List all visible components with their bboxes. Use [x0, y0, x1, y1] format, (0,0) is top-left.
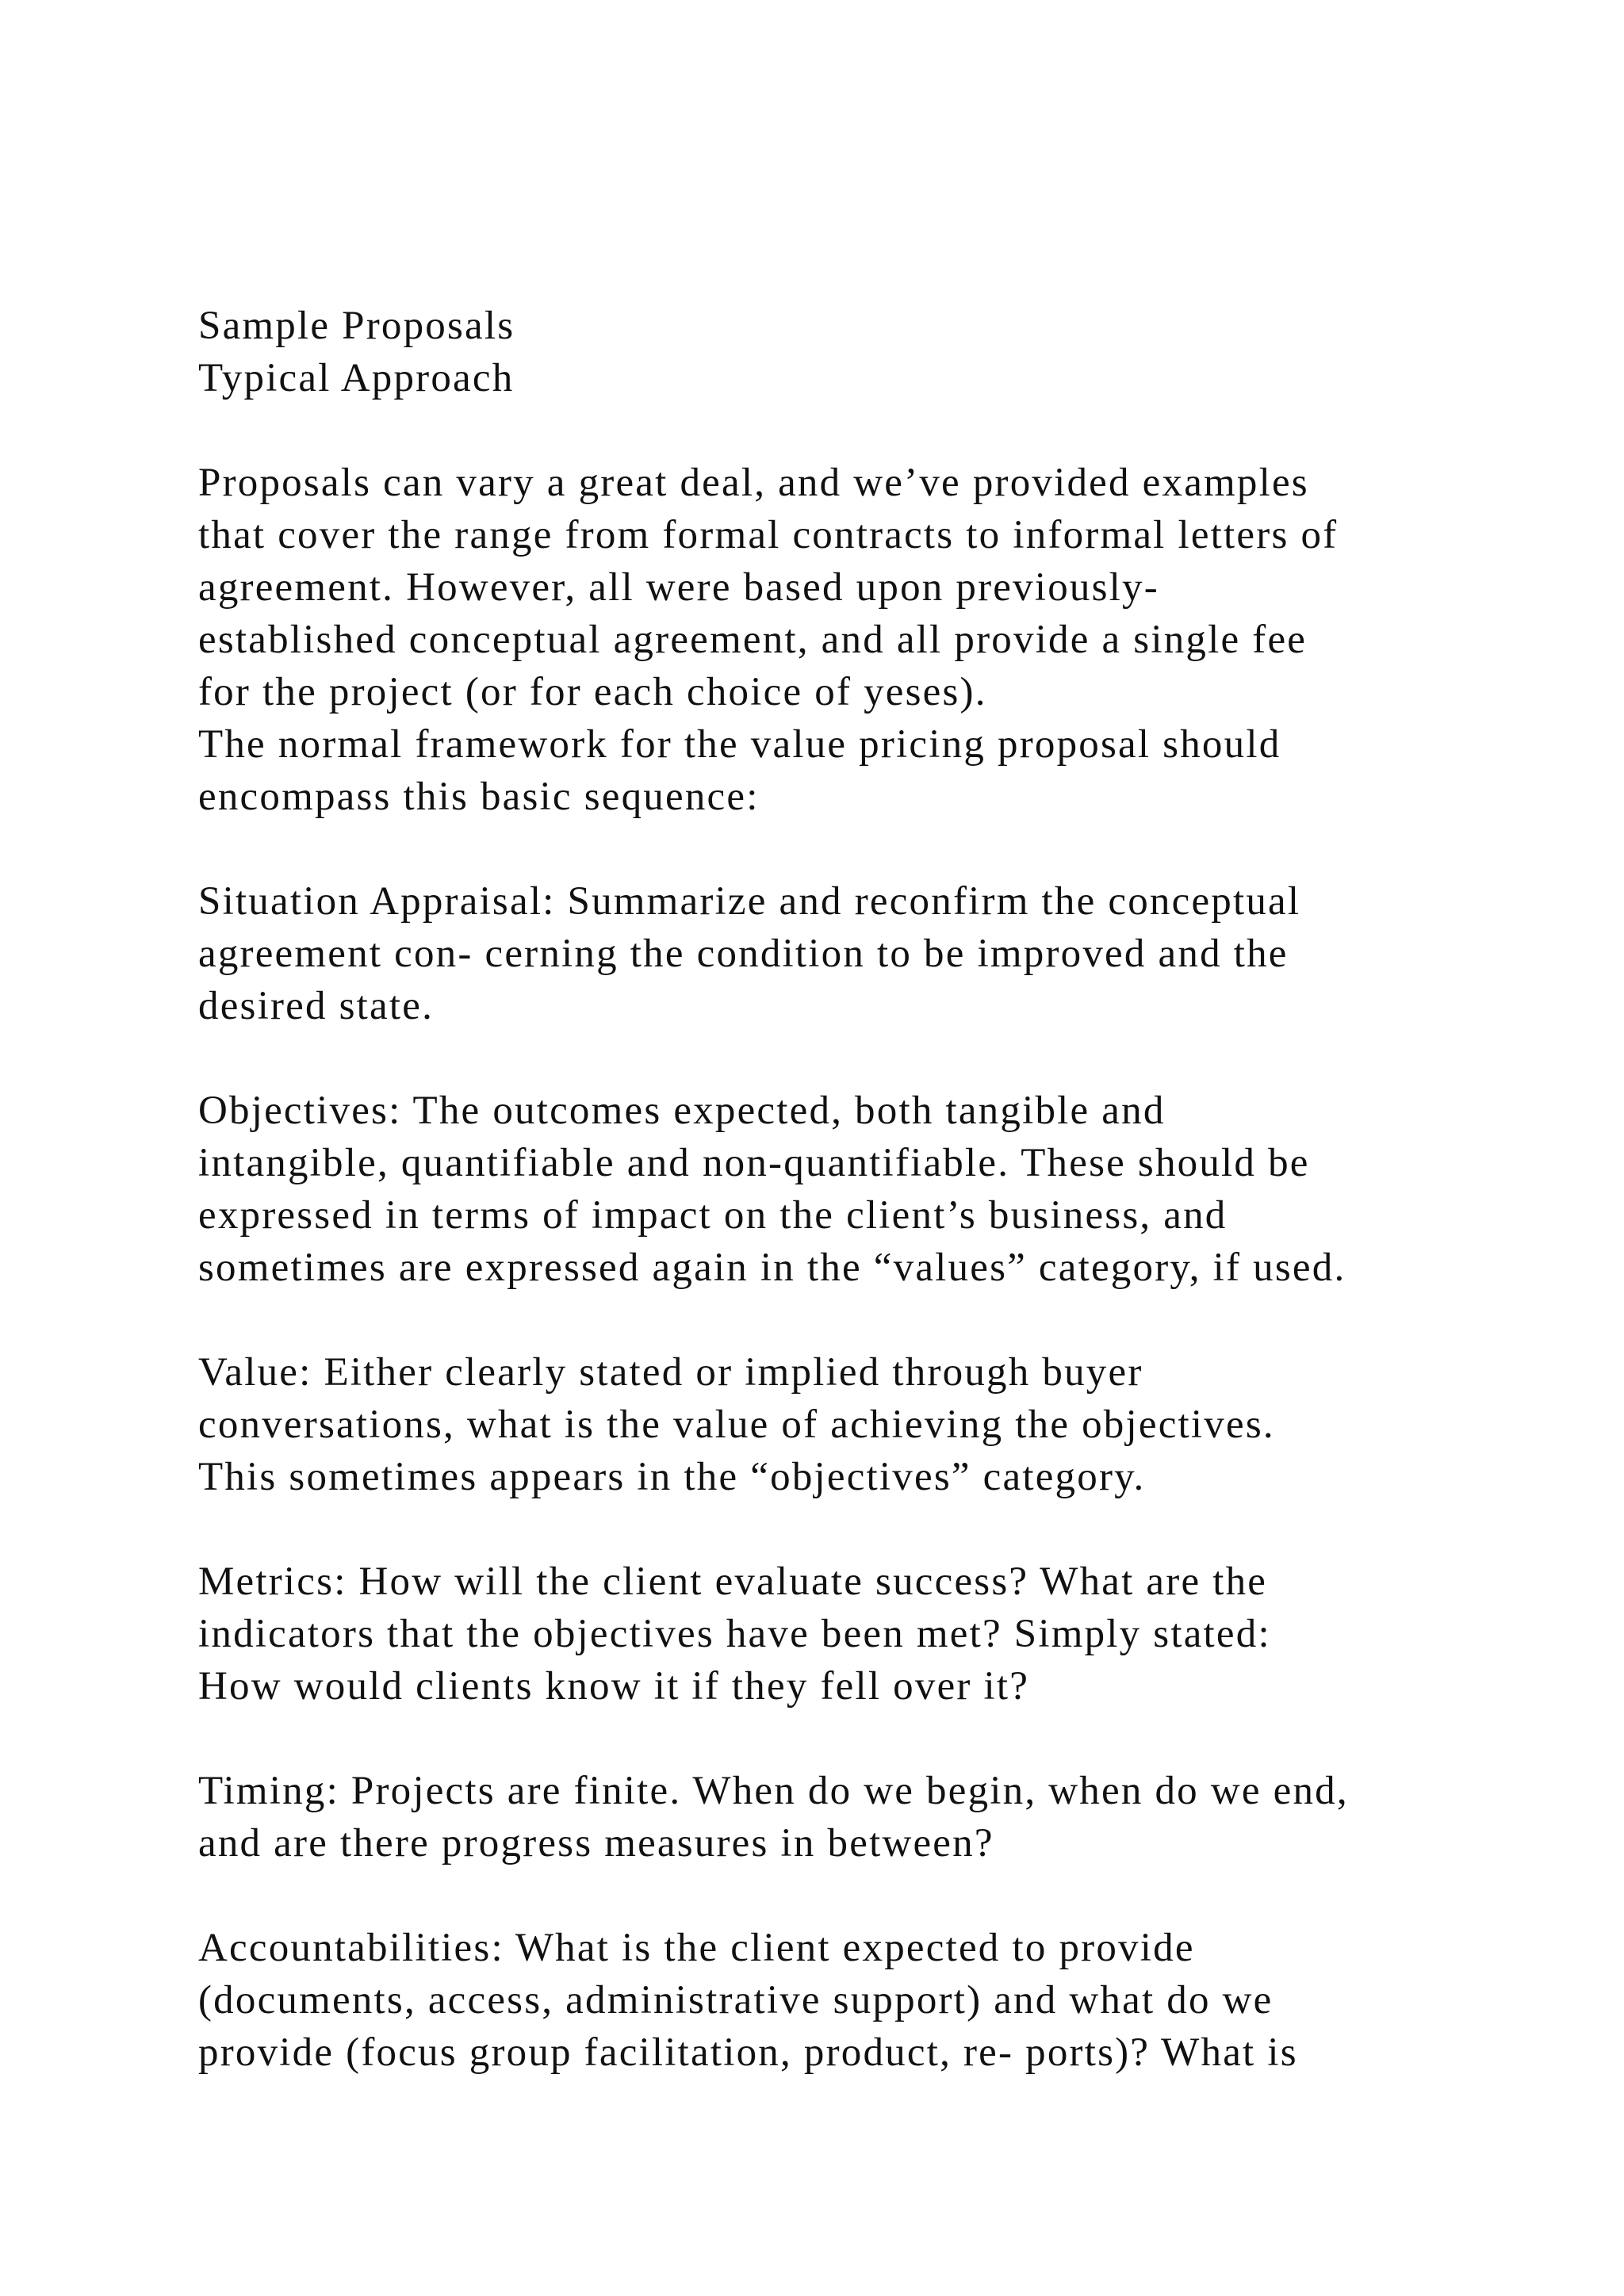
intro-line: that cover the range from formal contracts to informal letters of: [198, 513, 1339, 557]
objectives-line: Objectives: The outcomes expected, both tangible and: [198, 1089, 1166, 1133]
intro-line: for the project (or for each choice of yeses).: [198, 670, 987, 714]
value-line: conversations, what is the value of achieving the objectives.: [198, 1402, 1275, 1447]
document-body: [198, 300, 1435, 2079]
situation-paragraph: [198, 875, 1435, 1032]
timing-line: Timing: Projects are finite. When do we begin, when do we end,: [198, 1769, 1349, 1813]
document-subtitle: Typical Approach: [198, 356, 515, 400]
situation-line: agreement con- cerning the condition to be improved and the: [198, 932, 1289, 976]
intro-paragraph: [198, 457, 1435, 823]
paragraph-gap: [198, 1503, 1435, 1556]
accountabilities-line: (documents, access, administrative support) and what do we: [198, 1978, 1274, 2022]
document-title: Sample Proposals: [198, 304, 515, 348]
timing-line: and are there progress measures in between?: [198, 1821, 994, 1866]
value-paragraph: [198, 1346, 1435, 1503]
paragraph-gap: [198, 404, 1435, 457]
paragraph-gap: [198, 1294, 1435, 1346]
metrics-line: Metrics: How will the client evaluate success? What are the: [198, 1559, 1268, 1604]
objectives-line: expressed in terms of impact on the client’s business, and: [198, 1193, 1228, 1238]
paragraph-gap: [198, 1869, 1435, 1922]
objectives-line: sometimes are expressed again in the “values” category, if used.: [198, 1246, 1346, 1290]
objectives-paragraph: [198, 1085, 1435, 1294]
accountabilities-line: provide (focus group facilitation, product, re- ports)? What is: [198, 2030, 1298, 2075]
intro-line: encompass this basic sequence:: [198, 775, 760, 819]
metrics-paragraph: [198, 1556, 1435, 1712]
objectives-line: intangible, quantifiable and non-quantifiable. These should be: [198, 1141, 1310, 1185]
paragraph-gap: [198, 1032, 1435, 1085]
intro-line: established conceptual agreement, and all provide a single fee: [198, 618, 1308, 662]
intro-line: Proposals can vary a great deal, and we’ve provided examples: [198, 461, 1309, 505]
situation-line: desired state.: [198, 984, 435, 1028]
timing-paragraph: [198, 1765, 1435, 1869]
intro-line: agreement. However, all were based upon previously-: [198, 565, 1159, 610]
intro-line: The normal framework for the value pricing proposal should: [198, 722, 1281, 767]
metrics-line: indicators that the objectives have been met? Simply stated:: [198, 1612, 1271, 1656]
value-line: This sometimes appears in the “objectives” category.: [198, 1455, 1146, 1499]
situation-line: Situation Appraisal: Summarize and reconfirm the conceptual: [198, 879, 1301, 924]
paragraph-gap: [198, 823, 1435, 875]
accountabilities-line: Accountabilities: What is the client expected to provide: [198, 1926, 1195, 1970]
accountabilities-paragraph: [198, 1922, 1435, 2079]
value-line: Value: Either clearly stated or implied through buyer: [198, 1350, 1143, 1395]
paragraph-gap: [198, 1712, 1435, 1765]
metrics-line: How would clients know it if they fell over it?: [198, 1664, 1030, 1709]
